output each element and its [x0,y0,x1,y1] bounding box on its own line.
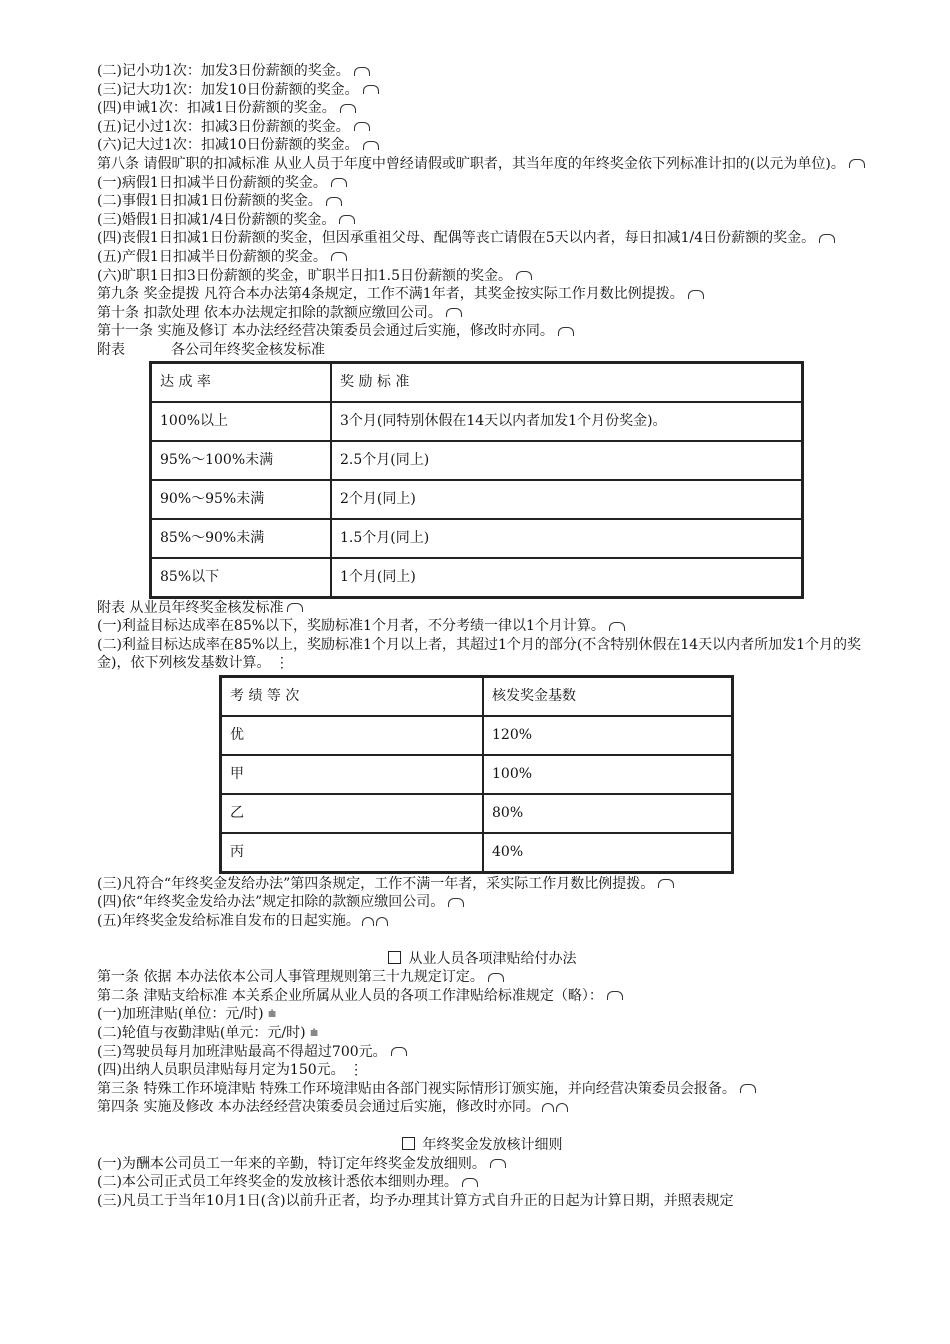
text-line: (五)年终奖金发给标准自发布的日起实施。 [97,912,867,931]
table-cell: 40% [483,833,732,872]
text-line: (四)丧假1日扣减1日份薪额的奖金，但因承重祖父母、配偶等丧亡请假在5天以内者，每日扣减1/4日份薪额的奖金。 [97,229,867,248]
header-cell: 核发奖金基数 [483,677,732,716]
appendix2-heading: 附表 从业员年终奖金核发标准 [97,599,867,618]
table-row [221,794,732,833]
table-row [151,402,802,441]
table-cell: 1个月(同上) [331,558,802,597]
text-line: (三)凡员工于当年10月1日(含)以前升正者，均予办理其计算方式自升正的日起为计算日期，并照表规定 [97,1192,734,1209]
bonus-standard-table [149,361,804,599]
checkbox-icon [402,1137,415,1150]
text-line: (一)为酬本公司员工一年来的辛勤，特订定年终奖金发放细则。 [97,1155,867,1174]
appendix1-title: 各公司年终奖金核发标准 [171,341,325,358]
text-line: (四)依“年终奖金发给办法”规定扣除的款额应缴回公司。 [97,893,867,912]
appendix1-heading [97,341,867,360]
text-line: (二)事假1日扣减1日份薪额的奖金。 [97,192,867,211]
text-line: 第三条 特殊工作环境津贴 特殊工作环境津贴由各部门视实际情形订颁实施，并向经营决策委员会报备。 [97,1080,867,1099]
section-title: 从业人员各项津贴给付办法 [97,950,867,969]
text-line: (三)婚假1日扣减1/4日份薪额的奖金。 [97,211,867,230]
table-header-row [151,363,802,402]
text-line: (一)利益目标达成率在85%以下，奖励标准1个月者，不分考绩一律以1个月计算。 [97,617,867,636]
table-row [221,833,732,872]
article-9: 第九条 奖金提拨 凡符合本办法第4条规定，工作不满1年者，其奖金按实际工作月数比例提拨。 [97,285,867,304]
text-line: (一)病假1日扣减半日份薪额的奖金。 [97,174,867,193]
text-line: (三)驾驶员每月加班津贴最高不得超过700元。 [97,1043,867,1062]
table-cell: 乙 [221,794,483,833]
table-cell: 120% [483,716,732,755]
table-cell: 1.5个月(同上) [331,519,802,558]
text-line: 第四条 实施及修改 本办法经经营决策委员会通过后实施，修改时亦同。 [97,1098,867,1117]
article-11: 第十一条 实施及修订 本办法经经营决策委员会通过后实施，修改时亦同。 [97,322,867,341]
table-cell: 95%～100%未满 [151,441,331,480]
checkbox-icon [388,951,401,964]
table-cell: 100% [483,755,732,794]
table-cell: 2.5个月(同上) [331,441,802,480]
performance-grade-table [219,675,734,874]
table-row [221,716,732,755]
text-line: 第一条 依据 本办法依本公司人事管理规则第三十九规定订定。 [97,968,867,987]
table-cell: 90%～95%未满 [151,480,331,519]
document-page [97,62,867,1210]
table-row [151,480,802,519]
text-line: (二)记小功1次：加发3日份薪额的奖金。 [97,62,867,81]
text-line: 第二条 津贴支给标准 本关系企业所属从业人员的各项工作津贴给标准规定（略）： [97,987,867,1006]
header-cell: 达 成 率 [151,363,331,402]
table-header-row [221,677,732,716]
header-cell: 考 绩 等 次 [221,677,483,716]
table-cell: 80% [483,794,732,833]
table-cell: 85%以下 [151,558,331,597]
table-cell: 甲 [221,755,483,794]
table-row [221,755,732,794]
text-line: (三)凡符合“年终奖金发给办法”第四条规定，工作不满一年者，采实际工作月数比例提拨。 [97,875,867,894]
text-line: (三)记大功1次：加发10日份薪额的奖金。 [97,81,867,100]
table-cell: 2个月(同上) [331,480,802,519]
appendix-label: 附表 [97,341,125,358]
table-row [151,519,802,558]
section-title: 年终奖金发放核计细则 [97,1136,867,1155]
text-line: (六)记大过1次：扣减10日份薪额的奖金。 [97,136,867,155]
table-cell: 100%以上 [151,402,331,441]
text-line: (二)轮值与夜勤津贴(单元：元/时) ⩧ [97,1025,319,1042]
article-10: 第十条 扣款处理 依本办法规定扣除的款额应缴回公司。 [97,304,867,323]
table-row [151,441,802,480]
article-8: 第八条 请假旷职的扣减标准 从业人员于年度中曾经请假或旷职者，其当年度的年终奖金依下列标准计扣的(以元为单位)。 [97,155,867,174]
table-cell: 3个月(同特别休假在14天以内者加发1个月份奖金)。 [331,402,802,441]
text-line: (二)本公司正式员工年终奖金的发放核计悉依本细则办理。 [97,1173,867,1192]
header-cell: 奖 励 标 准 [331,363,802,402]
text-line: (五)产假1日扣减半日份薪额的奖金。 [97,248,867,267]
text-line: (二)利益目标达成率在85%以上，奖励标准1个月以上者，其超过1个月的部分(不含特别休假在14天以内者所加发1个月的奖金)，依下列核发基数计算。 ⋮ [97,636,862,672]
text-line: (四)申诫1次：扣减1日份薪额的奖金。 [97,99,867,118]
text-line: (五)记小过1次：扣减3日份薪额的奖金。 [97,118,867,137]
text-line: (一)加班津贴(单位：元/时) ⩧ [97,1006,277,1023]
table-row [151,558,802,597]
table-cell: 优 [221,716,483,755]
table-cell: 丙 [221,833,483,872]
table-cell: 85%～90%未满 [151,519,331,558]
text-line: (四)出纳人员职员津贴每月定为150元。 ⋮ [97,1062,364,1079]
text-line: (六)旷职1日扣3日份薪额的奖金，旷职半日扣1.5日份薪额的奖金。 [97,267,867,286]
